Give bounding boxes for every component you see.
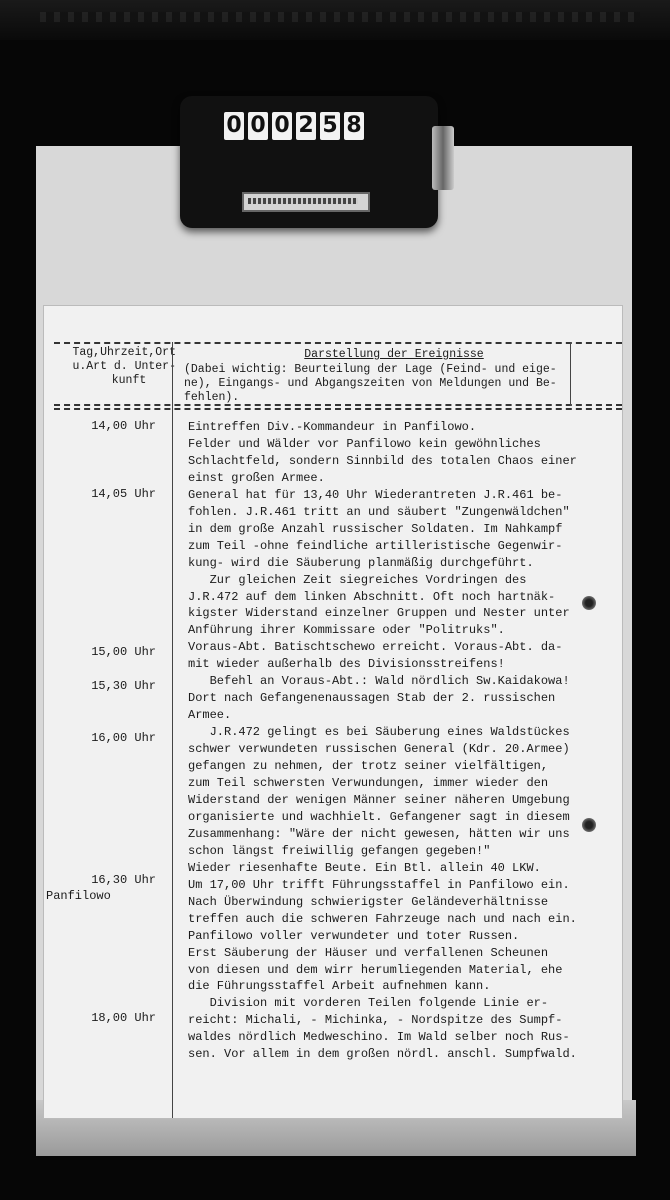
counter-label-plate: [242, 192, 370, 212]
punch-hole: [582, 818, 596, 832]
header-right-divider: [570, 342, 571, 406]
events-text-line: kigster Widerstand einzelner Gruppen und Nester unter: [188, 606, 570, 621]
events-text-line: Felder und Wälder vor Panfilowo kein gewöhnliches: [188, 436, 541, 451]
events-text-line: Dort nach Gefangenenaussagen Stab der 2. russischen: [188, 691, 556, 706]
illegible-header-strip: [40, 12, 640, 22]
events-text-line: Um 17,00 Uhr trifft Führungsstaffel in Panfilowo ein.: [188, 877, 570, 892]
column-header-line: u.Art d. Unter-: [72, 360, 176, 373]
document-sheet: [44, 306, 622, 1118]
frame-counter: [180, 96, 438, 228]
counter-digit: 2: [296, 112, 316, 140]
time-entry: 15,00 Uhr: [91, 645, 156, 659]
punch-hole: [582, 596, 596, 610]
column-header-line: kunft: [111, 374, 147, 387]
column-header-line: Tag,Uhrzeit,Ort: [72, 346, 176, 359]
events-text-line: schon längst freiwillig gefangen gegeben!": [188, 843, 491, 858]
header-top-rule: [54, 342, 622, 344]
time-entry: 14,05 Uhr: [91, 487, 156, 501]
events-text-line: treffen auch die schweren Fahrzeuge nach und nach ein.: [188, 911, 577, 926]
counter-digit: 0: [248, 112, 268, 140]
events-text-line: organisierte und wachhielt. Gefangener sagt in diesem: [188, 809, 570, 824]
events-text-line: Befehl an Voraus-Abt.: Wald nördlich Sw.Kaidakowa!: [188, 674, 570, 689]
column-header-line: (Dabei wichtig: Beurteilung der Lage (Feind- und eige-: [184, 363, 557, 376]
counter-digit: 5: [320, 112, 340, 140]
events-text-line: Widerstand der wenigen Männer seiner näheren Umgebung: [188, 792, 570, 807]
events-text-line: Panfilowo voller verwundeter und toter Russen.: [188, 928, 520, 943]
counter-knob: [432, 126, 454, 190]
events-text-line: kung- wird die Säuberung planmäßig durchgeführt.: [188, 555, 534, 570]
events-text-line: Anführung ihrer Kommissare oder "Politruks".: [188, 623, 505, 638]
column-header-line: fehlen).: [184, 391, 240, 404]
time-entry: 15,30 Uhr: [91, 679, 156, 693]
events-text-line: Wieder riesenhafte Beute. Ein Btl. allein 40 LKW.: [188, 860, 541, 875]
events-text-line: Nach Überwindung schwierigster Geländeverhältnisse: [188, 894, 549, 909]
events-text-line: zum Teil schwersten Verwundungen, immer wieder den: [188, 776, 549, 791]
events-text-line: fohlen. J.R.461 tritt an und säubert "Zungenwäldchen": [188, 504, 570, 519]
header-bottom-rule: [54, 404, 622, 406]
counter-digit: 0: [272, 112, 292, 140]
counter-digits: [224, 112, 364, 140]
events-text: [188, 419, 598, 1063]
header-bottom-rule-double: [54, 408, 622, 410]
events-text-line: von diesen und dem wirr herumliegenden Material, ehe: [188, 962, 563, 977]
events-text-line: sen. Vor allem in dem großen nördl. anschl. Sumpfwald.: [188, 1047, 577, 1062]
events-text-line: General hat für 13,40 Uhr Wiederantreten J.R.461 be-: [188, 487, 563, 502]
events-text-line: schwer verwundeten russischen General (Kdr. 20.Armee): [188, 742, 570, 757]
column-divider: [172, 342, 173, 1118]
events-text-line: in dem große Anzahl russischer Soldaten. Im Nahkampf: [188, 521, 563, 536]
column-header-date: [52, 346, 176, 388]
time-entry: 16,00 Uhr: [91, 731, 156, 745]
events-text-line: Armee.: [188, 708, 232, 723]
time-entry: 16,30 Uhr: [91, 873, 156, 887]
column-header-events: [184, 348, 604, 405]
counter-digit: 8: [344, 112, 364, 140]
events-text-line: Eintreffen Div.-Kommandeur in Panfilowo.: [188, 420, 477, 434]
events-text-line: gefangen zu nehmen, der trotz seiner vielfältigen,: [188, 759, 549, 774]
column-header-line: ne), Eingangs- und Abgangszeiten von Meldungen und Be-: [184, 377, 557, 390]
events-text-line: mit wieder außerhalb des Divisionsstreifens!: [188, 657, 505, 672]
events-text-line: Voraus-Abt. Batischtschewo erreicht. Voraus-Abt. da-: [188, 640, 563, 655]
events-text-line: einst großen Armee.: [188, 470, 325, 485]
events-text-line: Schlachtfeld, sondern Sinnbild des totalen Chaos einer: [188, 453, 577, 468]
counter-digit: 0: [224, 112, 244, 140]
place-entry: Panfilowo: [46, 889, 111, 903]
events-text-line: waldes nördlich Medweschino. Im Wald selber noch Rus-: [188, 1030, 570, 1045]
events-text-line: Zusammenhang: "Wäre der nicht gewesen, hätten wir uns: [188, 826, 570, 841]
time-entry: 14,00 Uhr: [91, 419, 156, 433]
events-text-line: zum Teil -ohne feindliche artilleristische Gegenwir-: [188, 538, 563, 553]
events-text-line: J.R.472 auf dem linken Abschnitt. Oft noch hartnäk-: [188, 589, 556, 604]
time-entry: 18,00 Uhr: [91, 1011, 156, 1025]
events-text-line: Division mit vorderen Teilen folgende Linie er-: [188, 996, 549, 1011]
events-text-line: die Führungsstaffel Arbeit aufnehmen kann.: [188, 979, 491, 994]
events-text-line: J.R.472 gelingt es bei Säuberung eines Waldstückes: [188, 725, 570, 740]
events-text-line: reicht: Michali, - Michinka, - Nordspitze des Sumpf-: [188, 1013, 563, 1028]
events-text-line: Erst Säuberung der Häuser und verfallenen Scheunen: [188, 945, 549, 960]
column-header-title: Darstellung der Ereignisse: [304, 348, 484, 361]
film-top-strip: [0, 0, 670, 40]
events-text-line: Zur gleichen Zeit siegreiches Vordringen des: [188, 572, 527, 587]
